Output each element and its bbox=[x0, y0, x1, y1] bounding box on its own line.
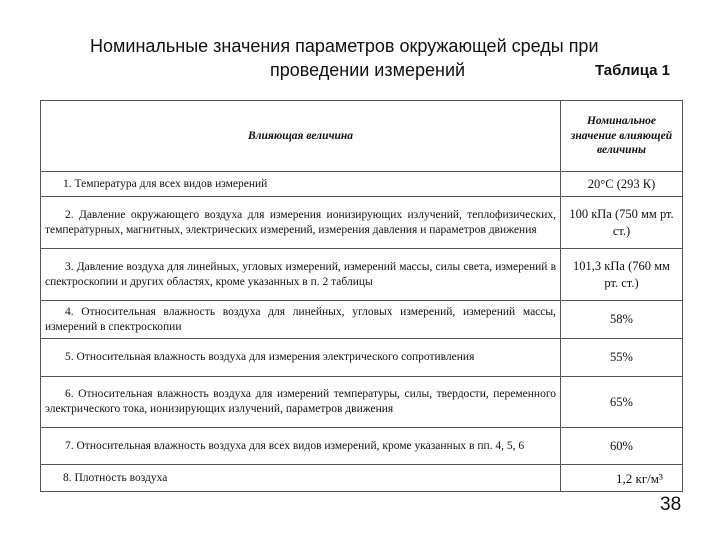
param-cell: 7. Относительная влажность воздуха для всех видов измерений, кроме указанных в пп. 4, 5, 6 bbox=[41, 428, 561, 465]
param-cell: 4. Относительная влажность воздуха для линейных, угловых измерений, измерений массы, измерений в спектроскопии bbox=[41, 301, 561, 339]
value-cell bbox=[561, 465, 683, 492]
param-cell: 3. Давление воздуха для линейных, угловых измерений, измерений массы, силы света, измерений в спектроскопии и других областях, кроме указанных в п. 2 таблицы bbox=[41, 249, 561, 301]
header-influencing-quantity: Влияющая величина bbox=[41, 101, 561, 172]
value-cell: 60% bbox=[561, 428, 683, 465]
param-cell: 8. Плотность воздуха bbox=[41, 465, 561, 492]
table-row bbox=[41, 301, 683, 339]
table-label: Таблица 1 bbox=[595, 62, 671, 79]
param-cell: 2. Давление окружающего воздуха для измерения ионизирующих излучений, теплофизических, температурных, магнитных, электрических измерений, измерения давления и параметров движения bbox=[41, 197, 561, 249]
value-cell: 20°С (293 К) bbox=[561, 172, 683, 197]
table-header-row bbox=[41, 101, 683, 172]
value-cell: 101,3 кПа (760 мм рт. ст.) bbox=[561, 249, 683, 301]
header-nominal-value: Номинальное значение влияющей величины bbox=[561, 101, 683, 172]
table-row bbox=[41, 428, 683, 465]
value-cell: 100 кПа (750 мм рт. ст.) bbox=[561, 197, 683, 249]
slide-number: 38 bbox=[660, 494, 682, 515]
table-row bbox=[41, 339, 683, 377]
value-cell: 55% bbox=[561, 339, 683, 377]
table-row bbox=[41, 377, 683, 428]
param-cell: 1. Температура для всех видов измерений bbox=[41, 172, 561, 197]
table-row bbox=[41, 249, 683, 301]
title-line-1: Номинальные значения параметров окружающей среды при bbox=[90, 36, 599, 56]
table-row bbox=[41, 465, 683, 492]
param-cell: 5. Относительная влажность воздуха для измерения электрического сопротивления bbox=[41, 339, 561, 377]
param-cell: 6. Относительная влажность воздуха для измерений температуры, силы, твердости, переменного электрического тока, ионизирующих излучений, параметров движения bbox=[41, 377, 561, 428]
value-cell: 58% bbox=[561, 301, 683, 339]
title-line-2: проведении измерений bbox=[270, 60, 466, 80]
air-density-value: 1,2 кг/м³ bbox=[616, 471, 663, 487]
parameters-table bbox=[40, 100, 683, 492]
value-cell: 65% bbox=[561, 377, 683, 428]
table-row bbox=[41, 172, 683, 197]
table-row bbox=[41, 197, 683, 249]
